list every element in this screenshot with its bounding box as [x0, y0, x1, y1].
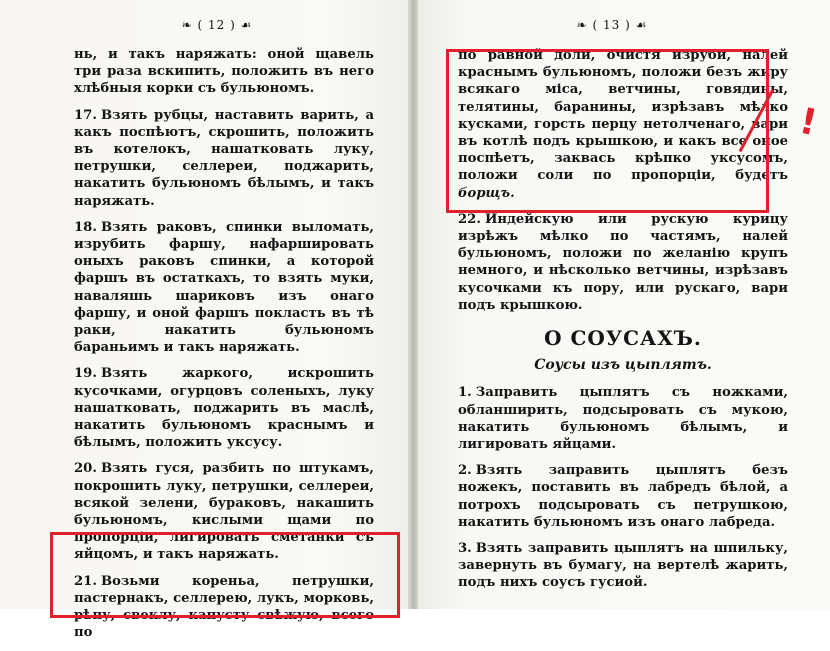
recipe-item	[458, 384, 788, 453]
section-subheading: Соусы изъ цыплятъ.	[534, 357, 712, 374]
recipe-number: 2.	[458, 463, 472, 479]
page-number-header	[406, 18, 818, 32]
page-number: ( 12 )	[197, 18, 236, 32]
annotation-exclamation-mark: !	[795, 100, 821, 145]
recipe-item	[74, 107, 374, 210]
continuation-paragraph	[458, 47, 788, 202]
recipe-number: 3.	[458, 541, 472, 557]
recipe-number: 20.	[74, 461, 97, 477]
ornament-left: ❧	[181, 18, 198, 32]
recipe-text: Взять гуся, разбить по штукамъ, покрошить луку, петрушки, селлереи, всякой зелени, бураковъ, накашить бульюномъ, кислыми щами по пропорціи, лигировать сметанки съ яйцомъ, и такъ наряжать.	[74, 461, 374, 563]
ornament-right: ☙	[235, 18, 253, 32]
recipe-number: 17.	[74, 107, 97, 123]
recipe-number: 19.	[74, 366, 97, 382]
recipe-number: 1.	[458, 385, 472, 401]
section-heading: О СОУСАХЪ.	[544, 326, 702, 351]
recipe-text: Взять заправить цыплятъ на шпильку, завернуть въ бумагу, на вертелѣ жарить, подъ нихъ соусъ гусиой.	[458, 541, 788, 591]
left-page	[0, 0, 410, 641]
recipe-item	[458, 540, 788, 592]
recipe-text: Взять заправить цыплятъ безъ ножекъ, поставить въ лабредъ бѣлой, а потрохъ подсыровать съ петрушкою, накатить бульюномъ изъ онаго лабреда.	[458, 463, 788, 530]
recipe-item	[74, 365, 374, 451]
emphasized-word: борщъ.	[458, 185, 515, 201]
recipe-item	[458, 462, 788, 531]
ornament-right: ☙	[630, 18, 648, 32]
recipe-item	[458, 211, 788, 314]
continuation-paragraph: нь, и такъ наряжать: оной щавель три раза вскипить, положить въ него хлѣбныя корки съ бульюномъ.	[74, 47, 374, 97]
recipe-item	[74, 219, 374, 357]
continuation-text: по равной доли, очистя изруби, налей краснымъ бульюномъ, положи безъ жиру всякаго міса, ветчины, говядины, телятины, баранины, изрѣзавъ мѣлко кусками, горсть перцу нетолченаго, вари въ котлѣ подъ крышкою, и какъ все оное поспѣетъ, заквась крѣпко уксусомъ, положи соли по пропорціи, будетъ	[458, 48, 788, 184]
recipe-text: Взять жаркого, искрошить кусочками, огурцовъ соленыхъ, луку нашатковать, поджарить въ маслѣ, накатить бульюномъ краснымъ и бѣлымъ, положить уксусу.	[74, 366, 374, 451]
page-number: ( 13 )	[592, 18, 631, 32]
right-page-text	[458, 47, 788, 601]
recipe-text: Возьми кореньа, петрушки, пастернакъ, селлерею, лукъ, морковь, рѣпу, свеклу, капусту свѣжую, всего по	[74, 573, 374, 641]
page-number-header	[12, 18, 422, 32]
right-page	[418, 0, 830, 609]
recipe-number: 22.	[458, 211, 481, 227]
recipe-text: Взять раковъ, спинки выломать, изрубить фаршу, нафаршировать оныхъ раковъ спинки, а которой фаршъ въ остаткахъ, то взять муки, наваляшь шариковъ изъ онаго фаршу, и оной фаршъ покласть въ тѣ раки, накатить бульюномъ бараньимъ и такъ наряжать.	[74, 219, 374, 356]
recipe-text: Взять рубцы, наставить варить, а какъ поспѣютъ, скрошить, положить въ котелокъ, нашатковать луку, петрушки, селлереи, поджарить, накатить бульюномъ бѣлымъ, и такъ наряжать.	[74, 107, 374, 209]
left-page-text	[74, 46, 374, 651]
recipe-item	[74, 460, 374, 563]
recipe-text: Заправить цыплятъ съ ножками, обланширить, подсыровать съ мукою, накатить бульюномъ бѣлымъ, и лигировать яйцами.	[458, 385, 788, 453]
recipe-item	[74, 573, 374, 642]
recipe-number: 18.	[74, 219, 97, 235]
recipe-number: 21.	[74, 573, 97, 589]
recipe-text: Индейскую или рускую курицу изрѣжъ мѣлко по частямъ, налей бульюномъ, положи по желанію крупъ немного, и нѣсколько ветчины, изрѣзавъ кусочками къ пору, или рускаго, вари подъ крышкою.	[458, 211, 788, 313]
ornament-left: ❧	[576, 18, 593, 32]
